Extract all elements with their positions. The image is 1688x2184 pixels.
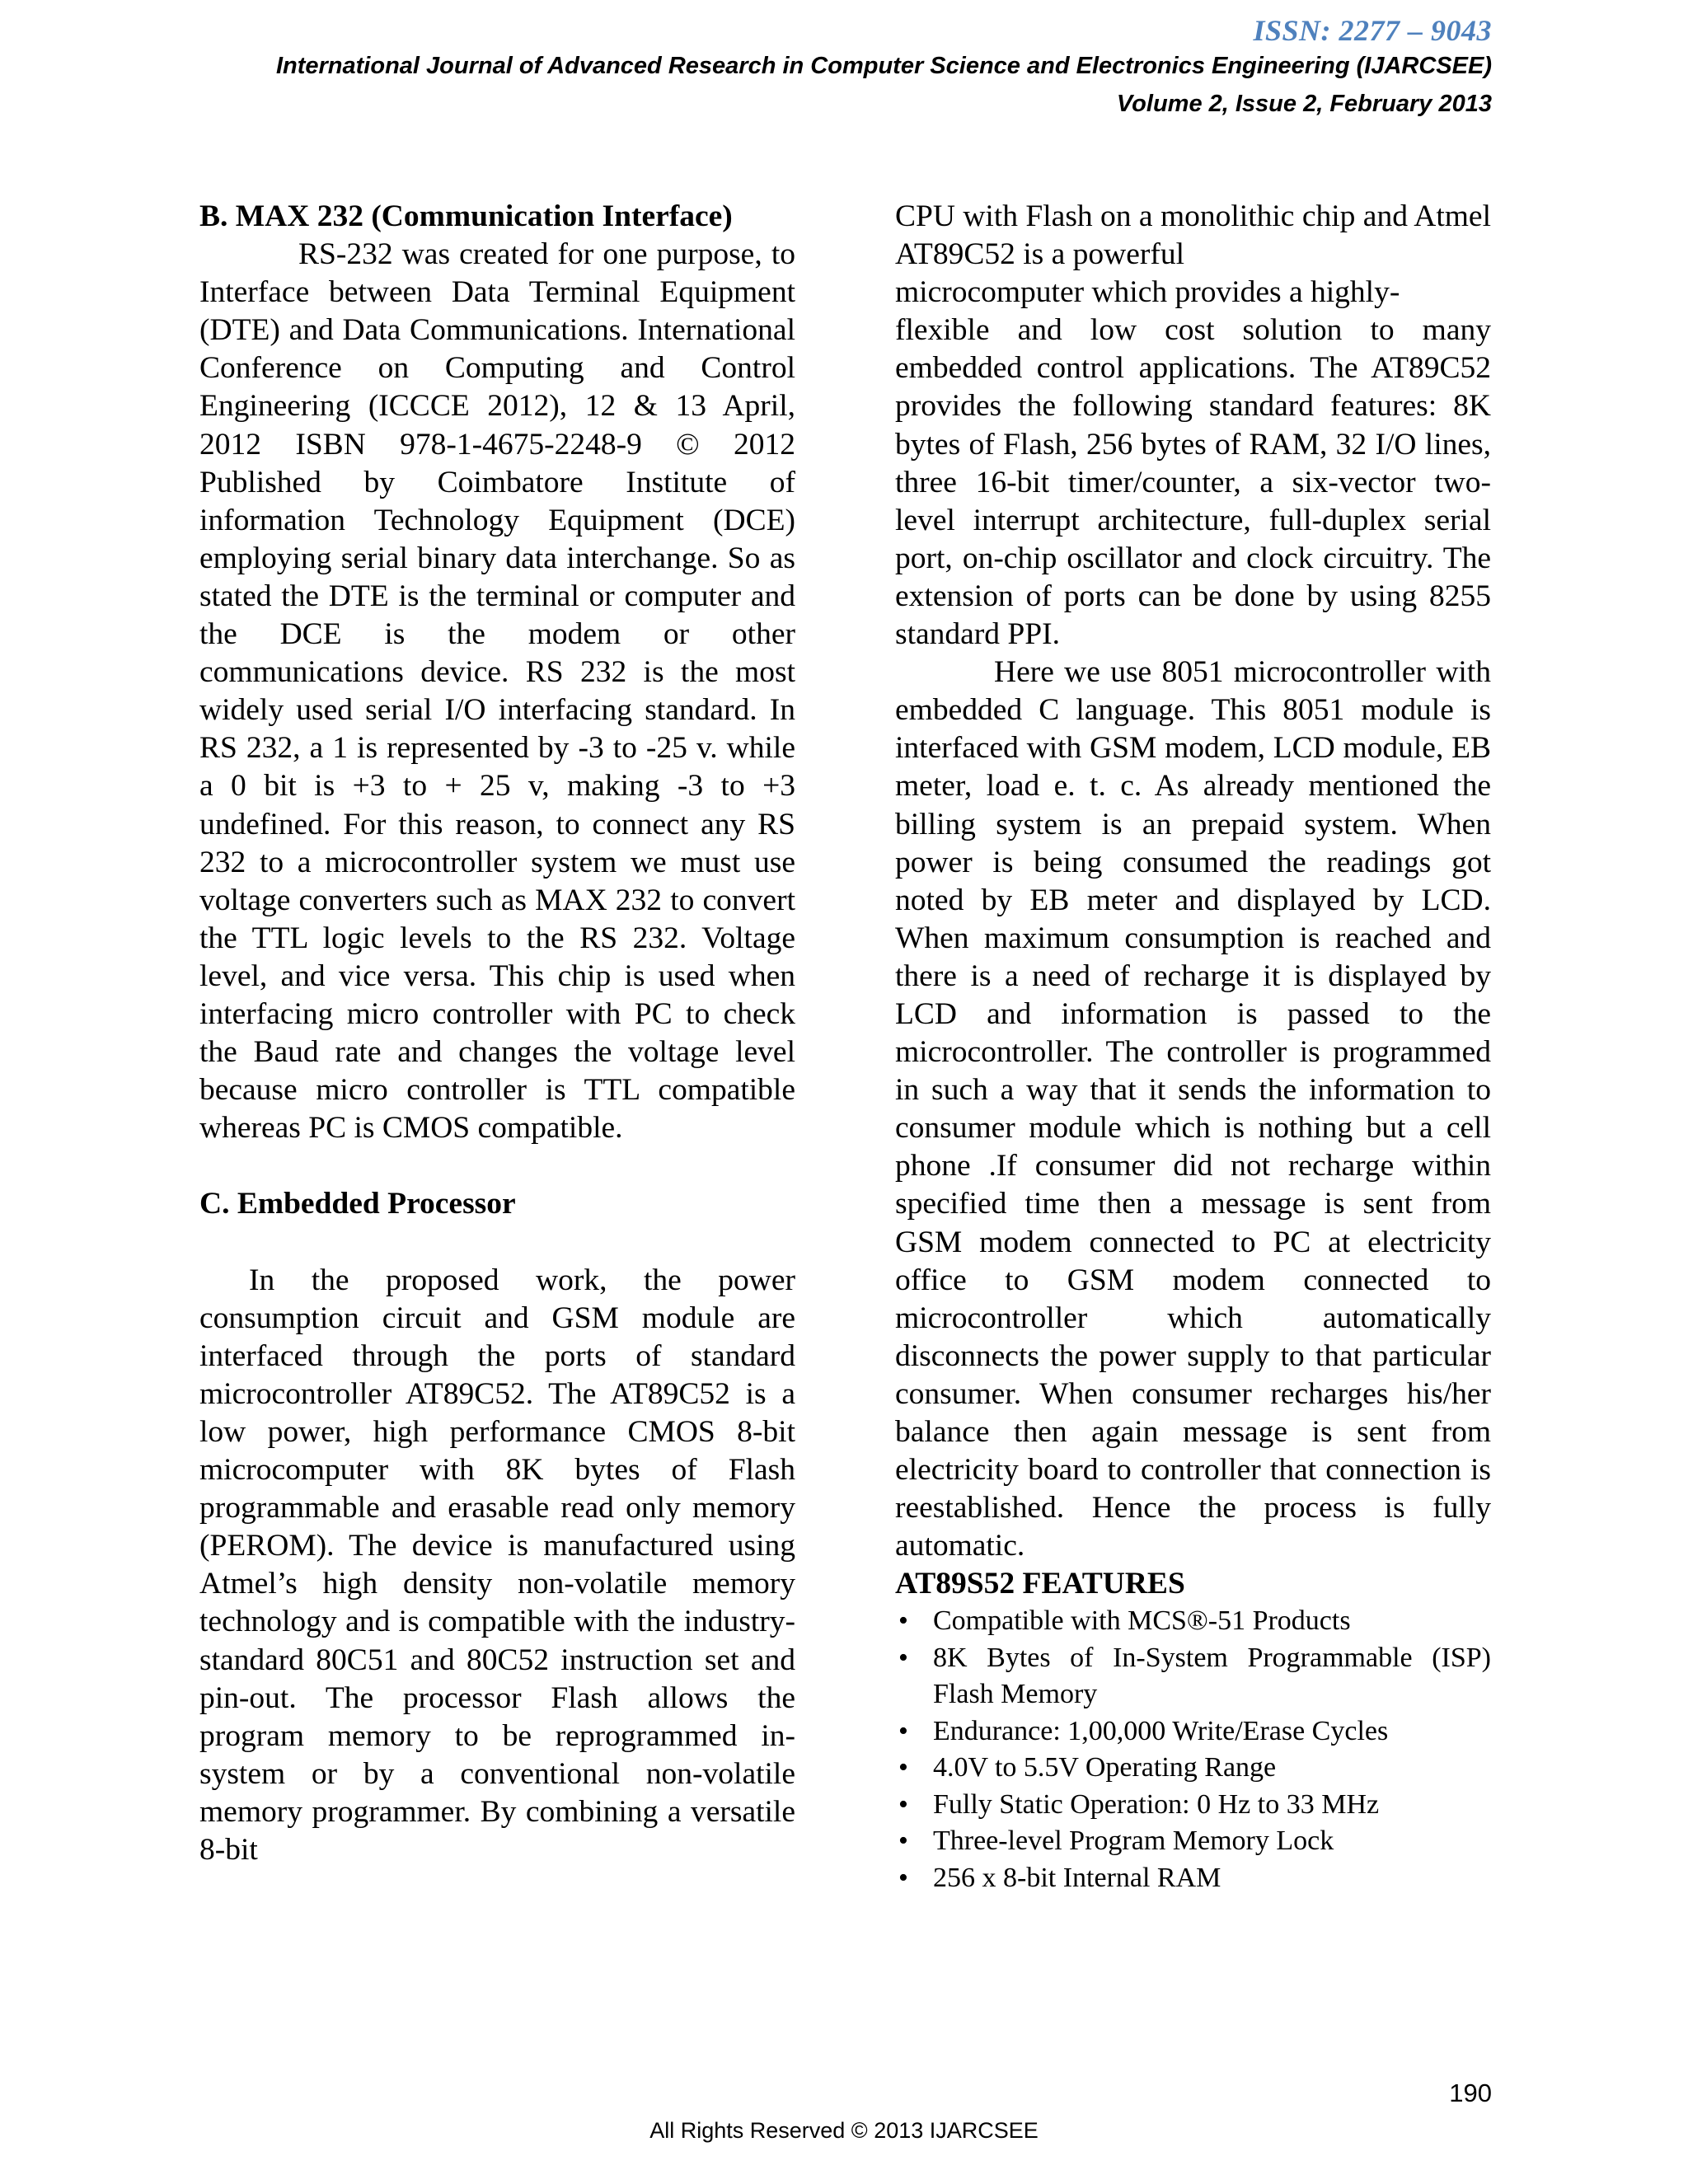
- features-heading: AT89S52 FEATURES: [895, 1567, 1185, 1601]
- copyright-footer: All Rights Reserved © 2013 IJARCSEE: [649, 2118, 1039, 2143]
- volume-issue: Volume 2, Issue 2, February 2013: [1116, 91, 1492, 117]
- features-list: [895, 1603, 1491, 1896]
- right-paragraph-2: Here we use 8051 microcontroller with embedded C language. This 8051 module is interfaced with GSM modem, LCD module, EB meter, load e. t. c. As already mentioned the billing system is an prepaid system. When power is being consumed the readings got noted by EB meter and displayed by LCD. When maximum consumption is reached and there is a need of recharge it is displayed by LCD and information is passed to the microcontroller. The controller is programmed in such a way that it sends the information to consumer module which is nothing but a cell phone .If consumer did not recharge within specified time then a message is sent from GSM modem connected to PC at electricity office to GSM modem connected to microcontroller which automatically disconnects the power supply to that particular consumer. When consumer recharges his/her balance then again message is sent from electricity board to controller that connection is reestablished. Hence the process is fully automatic.: [895, 655, 1491, 1563]
- bullet-icon: •: [898, 1752, 908, 1783]
- bullet-icon: •: [898, 1605, 908, 1637]
- section-c-paragraph: In the proposed work, the power consumption circuit and GSM module are interfaced through the ports of standard microcontroller AT89C52. The AT89C52 is a low power, high performance CMOS 8-bit microcomputer with 8K bytes of Flash programmable and erasable read only memory (PEROM). The device is manufactured using Atmel’s high density non-volatile memory technology and is compatible with the industry-standard 80C51 and 80C52 instruction set and pin-out. The processor Flash allows the program memory to be reprogrammed in-system or by a conventional non-volatile memory programmer. By combining a versatile 8-bit: [199, 1263, 795, 1868]
- section-b-heading: B. MAX 232 (Communication Interface): [199, 199, 733, 233]
- section-b-paragraph: RS-232 was created for one purpose, to Interface between Data Terminal Equipment (DTE) and Data Communications. International Conference on Computing and Control Engineering (ICCCE 2012), 12 & 13 April, 2012 ISBN 978-1-4675-2248-9 © 2012 Published by Coimbatore Institute of information Technology Equipment (DCE) employing serial binary data interchange. So as stated the DTE is the terminal or computer and the DCE is the modem or other communications device. RS 232 is the most widely used serial I/O interfacing standard. In RS 232, a 1 is represented by -3 to -25 v. while a 0 bit is +3 to + 25 v, making -3 to +3 undefined. For this reason, to connect any RS 232 to a microcontroller system we must use voltage converters such as MAX 232 to convert the TTL logic levels to the RS 232. Voltage level, and vice versa. This chip is used when interfacing micro controller with PC to check the Baud rate and changes the voltage level because micro controller is TTL compatible whereas PC is CMOS compatible.: [199, 237, 795, 1146]
- bullet-icon: •: [898, 1788, 908, 1820]
- section-c-heading: C. Embedded Processor: [199, 1187, 516, 1221]
- right-paragraph-1-start: CPU with Flash on a monolithic chip and Atmel AT89C52 is a powerful: [895, 199, 1491, 272]
- issn-header: ISSN: 2277 – 9043: [1253, 14, 1492, 47]
- feature-item: • Three-level Program Memory Lock: [895, 1823, 1491, 1860]
- bullet-icon: •: [898, 1825, 908, 1857]
- feature-item: • 256 x 8-bit Internal RAM: [895, 1860, 1491, 1897]
- left-column: [199, 198, 795, 1869]
- feature-item: • Compatible with MCS®-51 Products: [895, 1603, 1491, 1640]
- bullet-icon: •: [898, 1642, 908, 1673]
- right-paragraph-1-rest: flexible and low cost solution to many embedded control applications. The AT89C52 provides the following standard features: 8K bytes of Flash, 256 bytes of RAM, 32 I/O lines, three 16-bit timer/counter, a six-vector two-level interrupt architecture, full-duplex serial port, on-chip oscillator and clock circuitry. The extension of ports can be done by using 8255 standard PPI.: [895, 313, 1491, 652]
- feature-item: • Fully Static Operation: 0 Hz to 33 MHz: [895, 1787, 1491, 1824]
- feature-item: • 8K Bytes of In-System Programmable (ISP) Flash Memory: [895, 1640, 1491, 1713]
- page-number: 190: [1449, 2079, 1492, 2107]
- right-column: [895, 198, 1491, 1896]
- bullet-icon: •: [898, 1862, 908, 1893]
- feature-item: • 4.0V to 5.5V Operating Range: [895, 1750, 1491, 1787]
- journal-title: International Journal of Advanced Research in Computer Science and Electronics Engineering (IJARCSEE): [275, 53, 1492, 79]
- right-paragraph-1-line: microcomputer which provides a highly-: [895, 275, 1400, 310]
- bullet-icon: •: [898, 1715, 908, 1746]
- feature-item: • Endurance: 1,00,000 Write/Erase Cycles: [895, 1713, 1491, 1750]
